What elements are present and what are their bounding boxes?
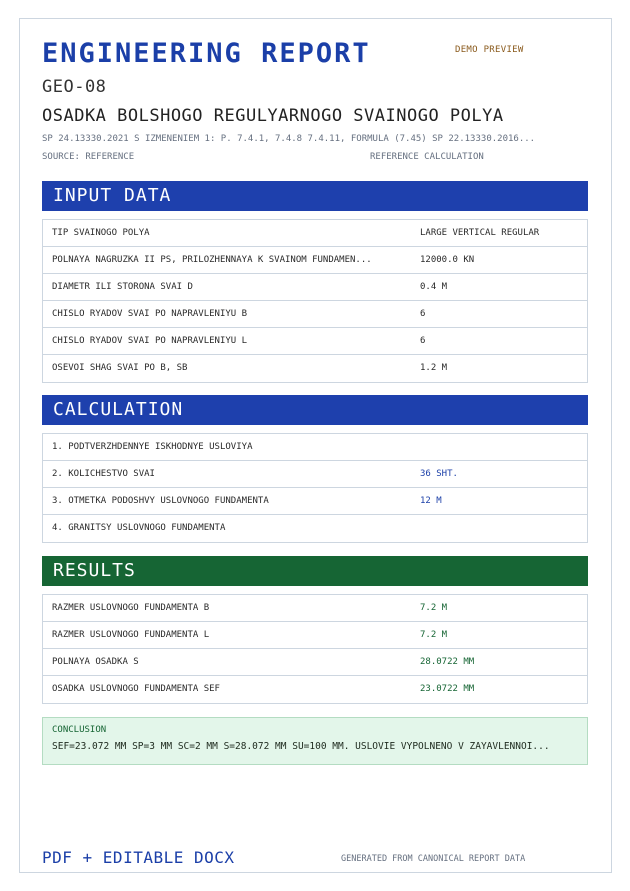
input-section-header: INPUT DATA [42, 181, 588, 211]
row-label: RAZMER USLOVNOGO FUNDAMENTA L [52, 630, 210, 640]
row-value: 0.4 M [420, 282, 448, 292]
table-row [43, 622, 587, 649]
table-row [43, 434, 587, 461]
row-value: 28.0722 MM [420, 657, 475, 667]
export-formats: PDF + EDITABLE DOCX [42, 848, 235, 867]
row-label: TIP SVAINOGO POLYA [52, 228, 150, 238]
row-label: POLNAYA OSADKA S [52, 657, 139, 667]
row-label: CHISLO RYADOV SVAI PO NAPRAVLENIYU L [52, 336, 248, 346]
row-value: 12000.0 KN [420, 255, 475, 265]
table-row [43, 274, 587, 301]
row-label: 1. PODTVERZHDENNYE ISKHODNYE USLOVIYA [52, 442, 253, 452]
row-value: 7.2 M [420, 603, 448, 613]
table-row [43, 515, 587, 542]
row-label: 2. KOLICHESTVO SVAI [52, 469, 155, 479]
row-label: DIAMETR ILI STORONA SVAI D [52, 282, 193, 292]
row-value: 7.2 M [420, 630, 448, 640]
row-label: RAZMER USLOVNOGO FUNDAMENTA B [52, 603, 210, 613]
input-table [42, 219, 588, 383]
row-value: 36 SHT. [420, 469, 458, 479]
results-table [42, 594, 588, 704]
title-row [42, 37, 590, 73]
report-title: ENGINEERING REPORT [42, 38, 371, 69]
report-norms: SP 24.13330.2021 S IZMENENIEM 1: P. 7.4.1, 7.4.8 7.4.11, FORMULA (7.45) SP 22.13330.2016... [42, 134, 536, 144]
table-row [43, 461, 587, 488]
report-header [42, 37, 590, 166]
conclusion-label: CONCLUSION [52, 725, 107, 735]
table-row [43, 595, 587, 622]
row-label: 4. GRANITSY USLOVNOGO FUNDAMENTA [52, 523, 226, 533]
table-row [43, 649, 587, 676]
row-value: 23.0722 MM [420, 684, 475, 694]
source-label: SOURCE: REFERENCE [42, 152, 135, 162]
row-label: OSADKA USLOVNOGO FUNDAMENTA SEF [52, 684, 220, 694]
generated-note: GENERATED FROM CANONICAL REPORT DATA [341, 854, 526, 864]
table-row [43, 676, 587, 703]
table-row [43, 301, 587, 328]
table-row [43, 355, 587, 382]
source-row [42, 152, 590, 166]
table-row [43, 328, 587, 355]
row-label: CHISLO RYADOV SVAI PO NAPRAVLENIYU B [52, 309, 248, 319]
row-label: POLNAYA NAGRUZKA II PS, PRILOZHENNAYA K SVAINOM FUNDAMEN... [52, 255, 372, 265]
calculation-type: REFERENCE CALCULATION [370, 152, 484, 162]
table-row [43, 220, 587, 247]
row-value: 6 [420, 309, 426, 319]
row-value: 12 M [420, 496, 442, 506]
conclusion-text: SEF=23.072 MM SP=3 MM SC=2 MM S=28.072 MM SU=100 MM. USLOVIE VYPOLNENO V ZAYAVLENNOI... [52, 741, 550, 752]
row-label: OSEVOI SHAG SVAI PO B, SB [52, 363, 188, 373]
table-row [43, 488, 587, 515]
results-section-header: RESULTS [42, 556, 588, 586]
row-value: 1.2 M [420, 363, 448, 373]
report-subject: OSADKA BOLSHOGO REGULYARNOGO SVAINOGO POLYA [42, 106, 504, 126]
calculation-section-header: CALCULATION [42, 395, 588, 425]
row-value: 6 [420, 336, 426, 346]
report-code: GEO-08 [42, 77, 107, 97]
conclusion-box [42, 717, 588, 765]
row-value: LARGE VERTICAL REGULAR [420, 228, 540, 238]
table-row [43, 247, 587, 274]
demo-badge: DEMO PREVIEW [455, 45, 524, 55]
report-sheet [19, 18, 612, 873]
row-label: 3. OTMETKA PODOSHVY USLOVNOGO FUNDAMENTA [52, 496, 269, 506]
calculation-table [42, 433, 588, 543]
